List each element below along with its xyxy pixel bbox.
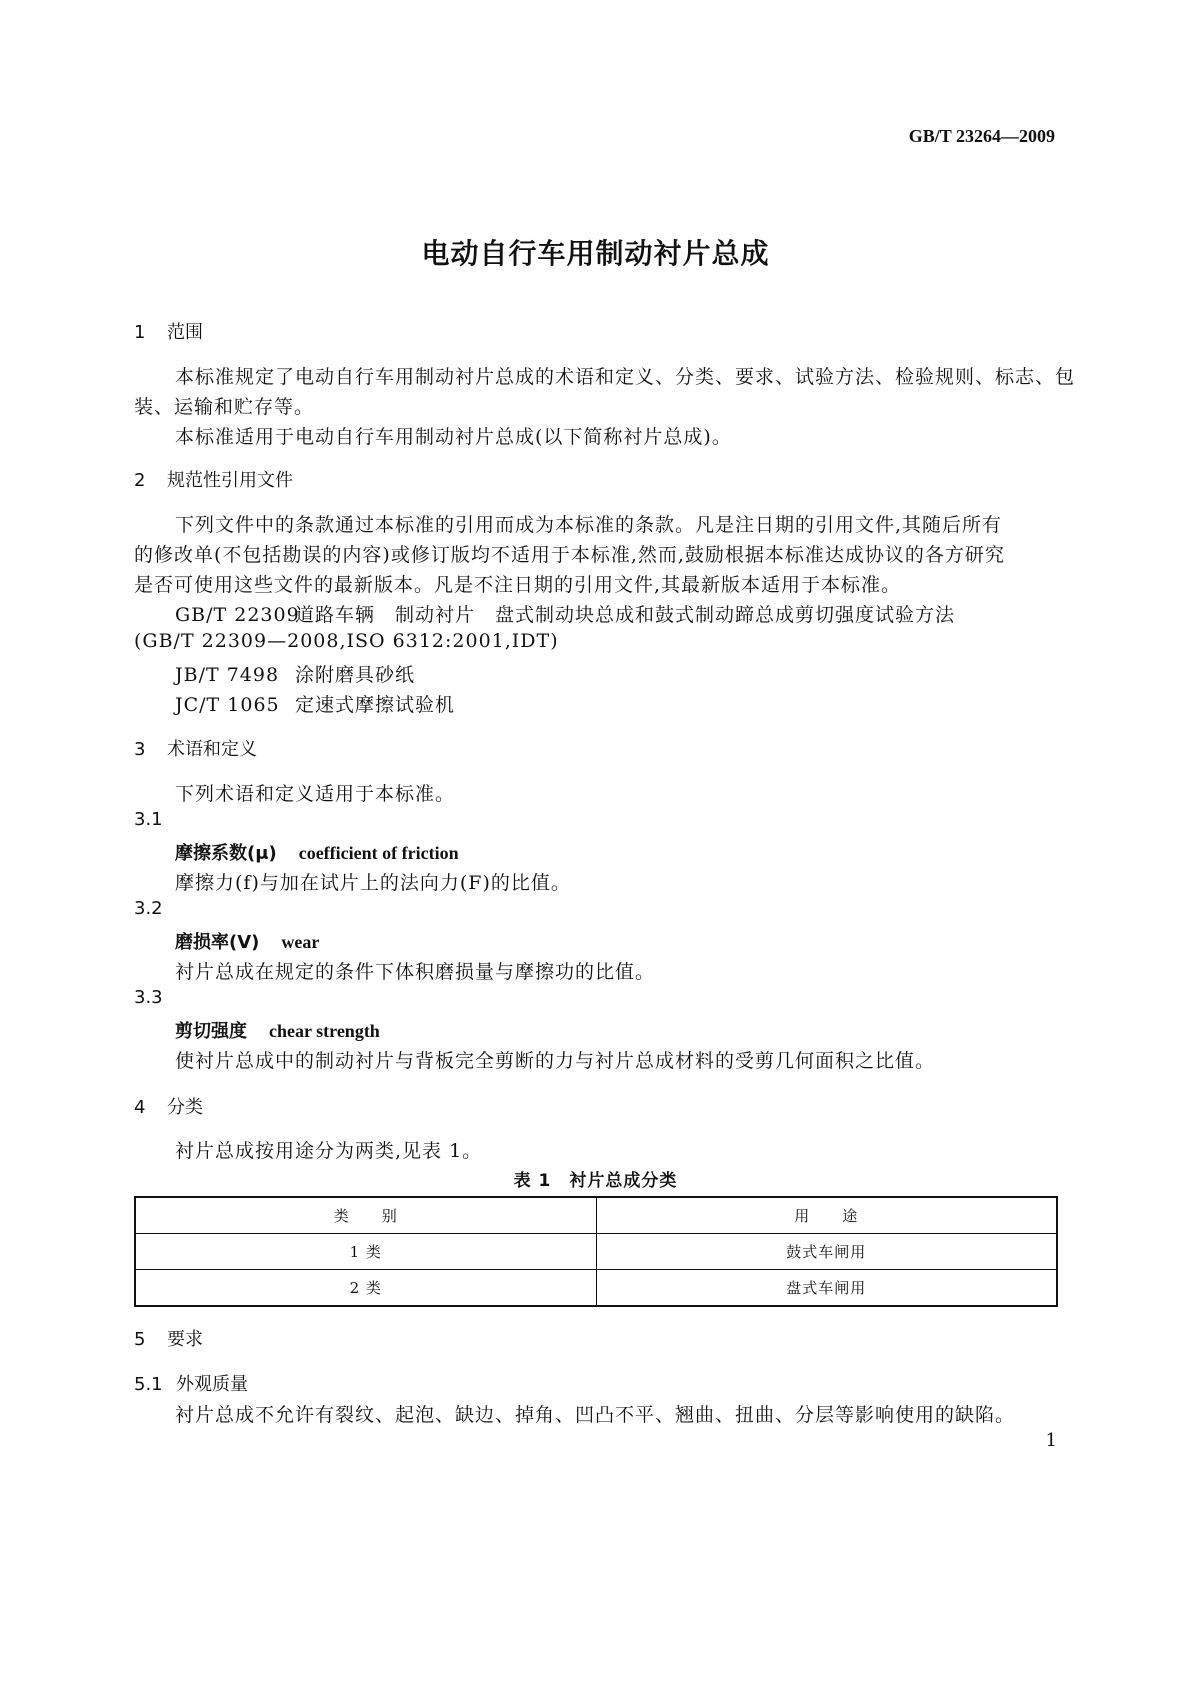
section-2-paragraph-line: 的修改单(不包括勘误的内容)或修订版均不适用于本标准,然而,鼓励根据本标准达成协议的各方研究 [134,544,1005,566]
section-3-intro: 下列术语和定义适用于本标准。 [175,783,456,805]
standard-code: GB/T 23264—2009 [908,126,1055,146]
table-cell: 1 类 [135,1234,596,1270]
term-number: 3.3 [134,987,163,1008]
section-5-heading: 5 要求 [134,1329,203,1350]
table-row [135,1234,1057,1270]
section-1-paragraph-line: 装、运输和贮存等。 [134,396,315,418]
subsection-5-1-paragraph: 衬片总成不允许有裂纹、起泡、缺边、掉角、凹凸不平、翘曲、扭曲、分层等影响使用的缺陷。 [175,1404,1016,1426]
reference-item [175,690,455,717]
section-2-paragraph-line: 是否可使用这些文件的最新版本。凡是不注日期的引用文件,其最新版本适用于本标准。 [134,574,902,596]
term-heading: 磨损率(V) wear [175,932,320,953]
reference-title: 道路车辆 制动衬片 盘式制动块总成和鼓式制动蹄总成剪切强度试验方法 [295,604,956,626]
section-4-intro: 衬片总成按用途分为两类,见表 1。 [175,1140,483,1162]
reference-title-continued: (GB/T 22309—2008,ISO 6312:2001,IDT) [134,630,559,652]
classification-table [134,1196,1058,1307]
section-1-heading: 1 范围 [134,322,203,343]
section-3-heading: 3 术语和定义 [134,739,257,760]
term-definition: 衬片总成在规定的条件下体积磨损量与摩擦功的比值。 [175,961,656,983]
term-heading: 剪切强度 chear strength [175,1021,380,1042]
subsection-5-1-heading: 5.1 外观质量 [134,1374,248,1395]
term-number: 3.2 [134,898,163,919]
term-definition: 使衬片总成中的制动衬片与背板完全剪断的力与衬片总成材料的受剪几何面积之比值。 [175,1050,936,1072]
section-1-paragraph: 本标准适用于电动自行车用制动衬片总成(以下简称衬片总成)。 [175,426,732,448]
term-number: 3.1 [134,809,163,830]
section-1-paragraph-line: 本标准规定了电动自行车用制动衬片总成的术语和定义、分类、要求、试验方法、检验规则、标志、包 [175,366,1076,388]
section-4-heading: 4 分类 [134,1097,203,1118]
reference-item [175,600,955,627]
page-number: 1 [1045,1430,1057,1451]
term-heading: 摩擦系数(μ) coefficient of friction [175,843,459,864]
term-definition: 摩擦力(f)与加在试片上的法向力(F)的比值。 [175,872,571,894]
table-cell: 盘式车闸用 [596,1270,1057,1307]
document-title: 电动自行车用制动衬片总成 [421,237,770,270]
reference-item [175,660,415,687]
reference-title: 涂附磨具砂纸 [295,664,416,686]
reference-title: 定速式摩擦试验机 [295,694,456,716]
table-header-cell: 类 别 [135,1197,596,1234]
section-2-paragraph-line: 下列文件中的条款通过本标准的引用而成为本标准的条款。凡是注日期的引用文件,其随后所有 [175,514,1003,536]
table-cell: 鼓式车闸用 [596,1234,1057,1270]
reference-code: JB/T 7498 [175,664,280,686]
table-row [135,1270,1057,1307]
reference-code: GB/T 22309 [175,604,300,626]
table-caption: 表 1 衬片总成分类 [513,1171,678,1191]
table-header-row [135,1197,1057,1234]
table-header-cell: 用 途 [596,1197,1057,1234]
section-2-heading: 2 规范性引用文件 [134,470,293,491]
reference-code: JC/T 1065 [175,694,280,716]
table-cell: 2 类 [135,1270,596,1307]
